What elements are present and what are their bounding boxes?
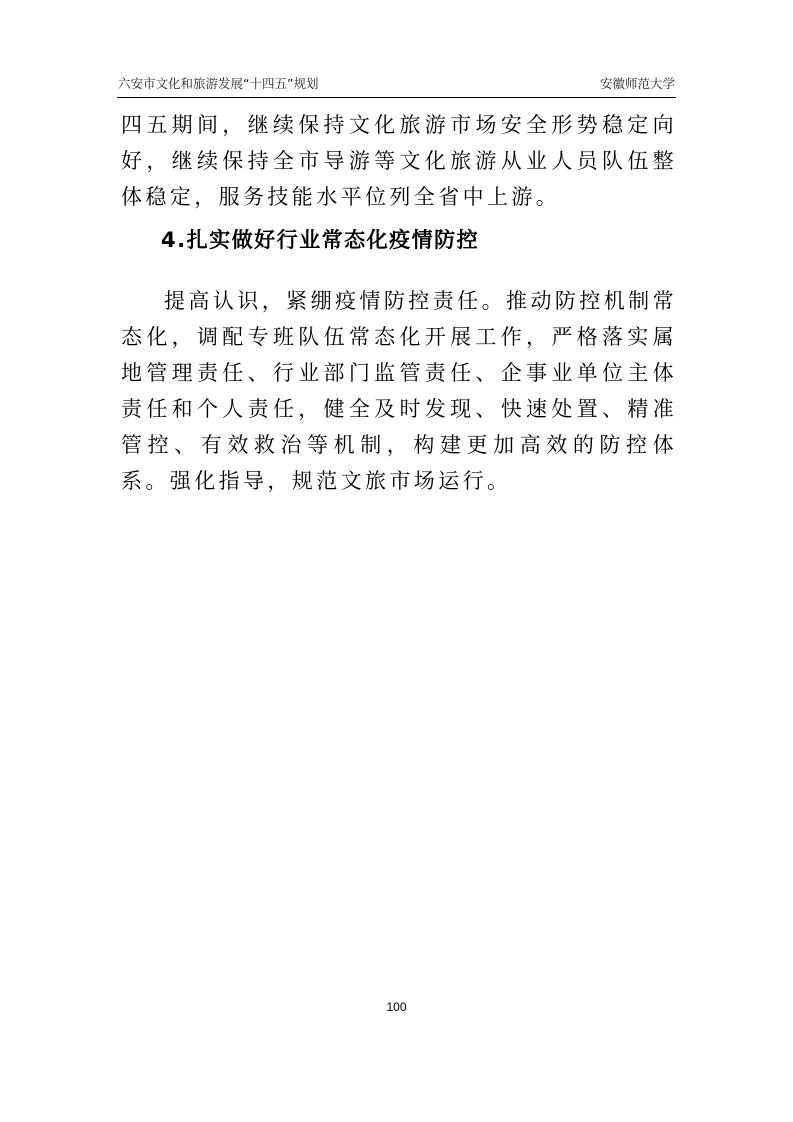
page-number: 100 bbox=[386, 1000, 407, 1014]
institution-name: 安徽师范大学 bbox=[599, 76, 675, 91]
header-divider bbox=[117, 97, 676, 98]
body-paragraph: 提高认识，紧绷疫情防控责任。推动防控机制常态化，调配专班队伍常态化开展工作，严格落实属地管理责任、行业部门监管责任、企事业单位主体责任和个人责任，健全及时发现、快速处置、精准管控、有效救治等机制，构建更加高效的防控体系。强化指导，规范文旅市场运行。 bbox=[121, 289, 677, 493]
document-title: 六安市文化和旅游发展“十四五”规划 bbox=[118, 76, 319, 91]
body-paragraph: 四五期间，继续保持文化旅游市场安全形势稳定向好，继续保持全市导游等文化旅游从业人员队伍整体稳定，服务技能水平位列全省中上游。 bbox=[121, 113, 677, 209]
page-header bbox=[118, 74, 675, 94]
section-heading: 4.扎实做好行业常态化疫情防控 bbox=[161, 228, 480, 252]
